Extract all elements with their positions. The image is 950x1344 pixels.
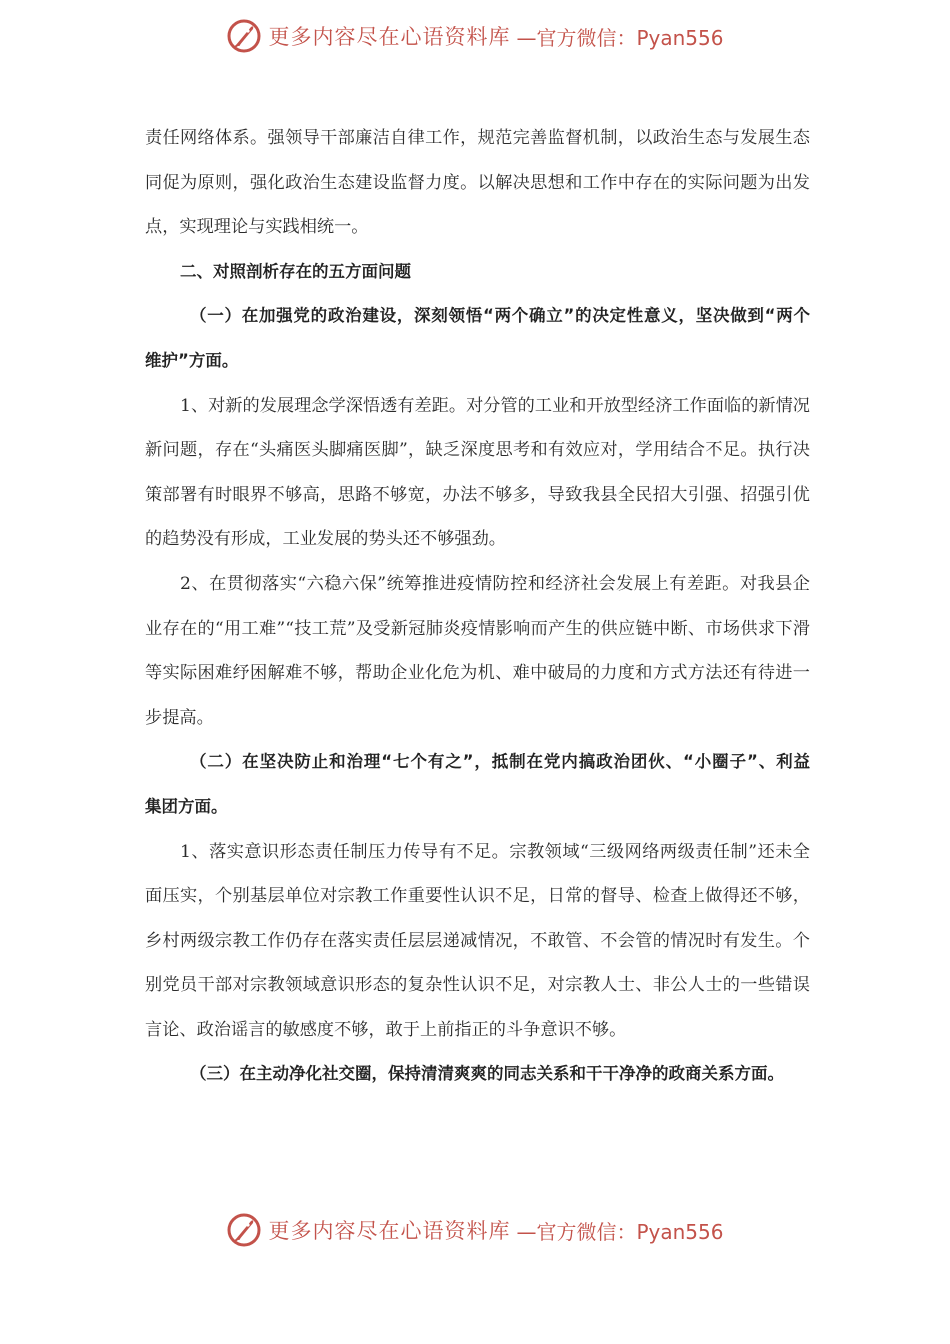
section-two-heading: 二、对照剖析存在的五方面问题 — [180, 261, 411, 281]
footer-watermark — [0, 1210, 950, 1250]
watermark-text: 更多内容尽在心语资料库 — [268, 25, 511, 49]
watermark-contact: —官方微信：Pyan556 — [516, 1219, 724, 1244]
watermark-contact: —官方微信：Pyan556 — [516, 25, 724, 50]
subsection-three-heading: （三）在主动净化社交圈，保持清清爽爽的同志关系和干干净净的政商关系方面。 — [190, 1064, 784, 1084]
subsection-two-item-1: 1、落实意识形态责任制压力传导有不足。宗教领域“三级网络两级责任制”还未全面压实，个别基层单位对宗教工作重要性认识不足，日常的督导、检查上做得还不够，乡村两级宗教工作仍存在落实责任层层递减情况，不敢管、不会管的情况时有发生。个别党员干部对宗教领域意识形态的复杂性认识不足，对宗教人士、非公人士的一些错误言论、政治谣言的敏感度不够，敢于上前指正的斗争意识不够。 — [145, 841, 810, 1040]
subsection-one-item-2: 2、在贯彻落实“六稳六保”统筹推进疫情防控和经济社会发展上有差距。对我县企业存在的“用工难”“技工荒”及受新冠肺炎疫情影响而产生的供应链中断、市场供求下滑等实际困难纾困解难不够，帮助企业化危为机、难中破局的力度和方式方法还有待进一步提高。 — [145, 573, 810, 728]
quill-pen-logo-icon — [226, 1212, 262, 1248]
document-body — [145, 116, 827, 1097]
quill-pen-logo-icon — [226, 18, 262, 54]
subsection-two-heading: （二）在坚决防止和治理“七个有之”，抵制在党内搞政治团伙、“小圈子”、利益 集团方面。 — [145, 752, 827, 816]
subsection-one-item-1: 1、对新的发展理念学深悟透有差距。对分管的工业和开放型经济工作面临的新情况新问题，存在“头痛医头脚痛医脚”，缺乏深度思考和有效应对，学用结合不足。执行决策部署有时眼界不够高，思路不够宽，办法不够多，导致我县全民招大引强、招强引优的趋势没有形成，工业发展的势头还不够强劲。 — [145, 395, 810, 550]
subsection-one-heading: （一）在加强党的政治建设，深刻领悟“两个确立”的决定性意义，坚决做到“两个 维护”方面。 — [145, 306, 827, 370]
header-watermark — [0, 16, 950, 56]
intro-paragraph: 责任网络体系。强领导干部廉洁自律工作，规范完善监督机制，以政治生态与发展生态同促为原则，强化政治生态建设监督力度。以解决思想和工作中存在的实际问题为出发点，实现理论与实践相统一。 — [145, 128, 810, 238]
watermark-text: 更多内容尽在心语资料库 — [268, 1219, 511, 1243]
